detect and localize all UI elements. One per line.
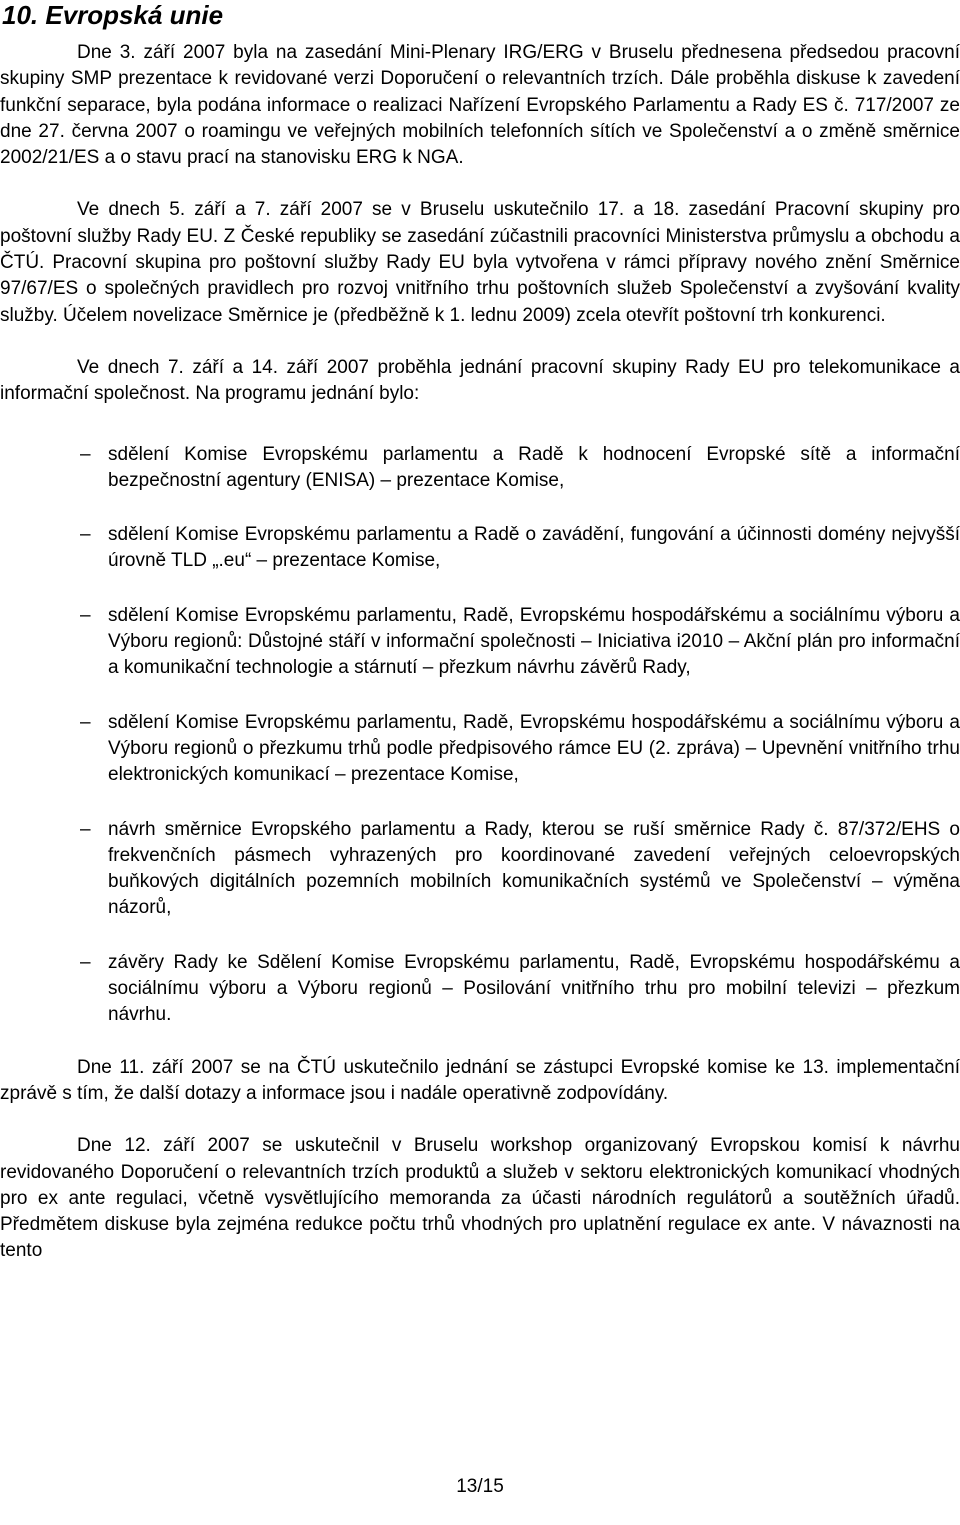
agenda-item-text: sdělení Komise Evropskému parlamentu, Radě, Evropskému hospodářskému a sociálnímu výboru a Výboru regionů: Důstojné stáří v informační společnosti – Iniciativa i2010 – Akční plán pro informační a komunikační technologie a stárnutí – přezkum návrhu závěrů Rady, xyxy=(108,604,960,679)
dash-bullet-icon: – xyxy=(80,604,91,626)
agenda-list xyxy=(0,442,960,1029)
spacer xyxy=(0,682,960,710)
agenda-item-text: závěry Rady ke Sdělení Komise Evropskému parlamentu, Radě, Evropskému hospodářskému a sociálnímu výboru a Výboru regionů – Posilování vnitřního trhu pro mobilní televizi – přezkum návrhu. xyxy=(108,951,960,1026)
spacer xyxy=(0,1029,960,1055)
paragraph-postal-working-group: Ve dnech 5. září a 7. září 2007 se v Bruselu uskutečnilo 17. a 18. zasedání Pracovní skupiny pro poštovní služby Rady EU. Z České republiky se zasedání zúčastnili pracovníci Ministerstva průmyslu a obchodu a ČTÚ. Pracovní skupina pro poštovní služby Rady EU byla vytvořena v rámci přípravy nového znění Směrnice 97/67/ES o společných pravidlech pro rozvoj vnitřního trhu poštovních služeb Společenství a zvyšování kvality služby. Účelem novelizace Směrnice je (předběžně k 1. lednu 2009) zcela otevřít poštovní trh konkurenci. xyxy=(0,199,960,326)
agenda-item-text: sdělení Komise Evropskému parlamentu, Radě, Evropskému hospodářskému a sociálnímu výboru a Výboru regionů o přezkumu trhů podle předpisového rámce EU (2. zpráva) – Upevnění vnitřního trhu elektronických komunikací – prezentace Komise, xyxy=(108,711,960,786)
dash-bullet-icon: – xyxy=(80,818,91,840)
paragraph-telecom-working-group: Ve dnech 7. září a 14. září 2007 proběhla jednání pracovní skupiny Rady EU pro telekomunikace a informační společnost. Na programu jednání bylo: xyxy=(0,356,960,405)
agenda-item xyxy=(0,710,960,789)
agenda-item xyxy=(0,950,960,1029)
paragraph-ctu-meeting: Dne 11. září 2007 se na ČTÚ uskutečnilo jednání se zástupci Evropské komise ke 13. implementační zprávě s tím, že další dotazy a informace jsou i nadále operativně zodpovídány. xyxy=(0,1056,960,1104)
agenda-item xyxy=(0,522,960,575)
spacer xyxy=(0,171,960,197)
agenda-item xyxy=(0,442,960,495)
dash-bullet-icon: – xyxy=(80,443,91,465)
agenda-item-text: sdělení Komise Evropskému parlamentu a Radě o zavádění, fungování a účinnosti domény nejvyšší úrovně TLD „.eu“ – prezentace Komise, xyxy=(108,524,960,572)
agenda-item-text: sdělení Komise Evropskému parlamentu a Radě k hodnocení Evropské sítě a informační bezpečnostní agentury (ENISA) – prezentace Komise, xyxy=(108,443,960,491)
spacer xyxy=(0,329,960,355)
page-number: 13/15 xyxy=(456,1476,504,1497)
spacer xyxy=(0,575,960,603)
dash-bullet-icon: – xyxy=(80,951,91,973)
agenda-item-text: návrh směrnice Evropského parlamentu a Rady, kterou se ruší směrnice Rady č. 87/372/EHS o frekvenčních pásmech vyhrazených pro koordinované zavedení veřejných celoevropských buňkových digitálních pozemních mobilních komunikačních systémů ve Společenství – výměna názorů, xyxy=(108,818,960,919)
spacer xyxy=(0,922,960,950)
paragraph-mini-plenary: Dne 3. září 2007 byla na zasedání Mini-Plenary IRG/ERG v Bruselu přednesena předsedou pracovní skupiny SMP prezentace k revidované verzi Doporučení o relevantních trzích. Dále proběhla diskuse k zavedení funkční separace, byla podána informace o realizaci Nařízení Evropského Parlamentu a Rady ES č. 717/2007 ze dne 27. června 2007 o roamingu ve veřejných mobilních telefonních sítích ve Společenství a o změně směrnice 2002/21/ES a o stavu prací na stanovisku ERG k NGA. xyxy=(0,42,960,169)
paragraph-brussels-workshop: Dne 12. září 2007 se uskutečnil v Bruselu workshop organizovaný Evropskou komisí k návrhu revidovaného Doporučení o relevantních trzích produktů a služeb v sektoru elektronických komunikací vhodných pro ex ante regulaci, včetně vysvětlujícího memoranda za účasti národních regulátorů a soutěžních úřadů. Předmětem diskuse byla zejména redukce počtu trhů vhodných pro uplatnění regulace ex ante. V návaznosti na tento xyxy=(0,1135,960,1262)
agenda-item xyxy=(0,603,960,682)
agenda-item xyxy=(0,817,960,922)
spacer xyxy=(0,1107,960,1133)
section-heading: 10. Evropská unie xyxy=(2,0,224,30)
spacer xyxy=(0,494,960,522)
spacer xyxy=(0,789,960,817)
dash-bullet-icon: – xyxy=(80,524,91,546)
dash-bullet-icon: – xyxy=(80,711,91,733)
spacer xyxy=(0,408,960,442)
